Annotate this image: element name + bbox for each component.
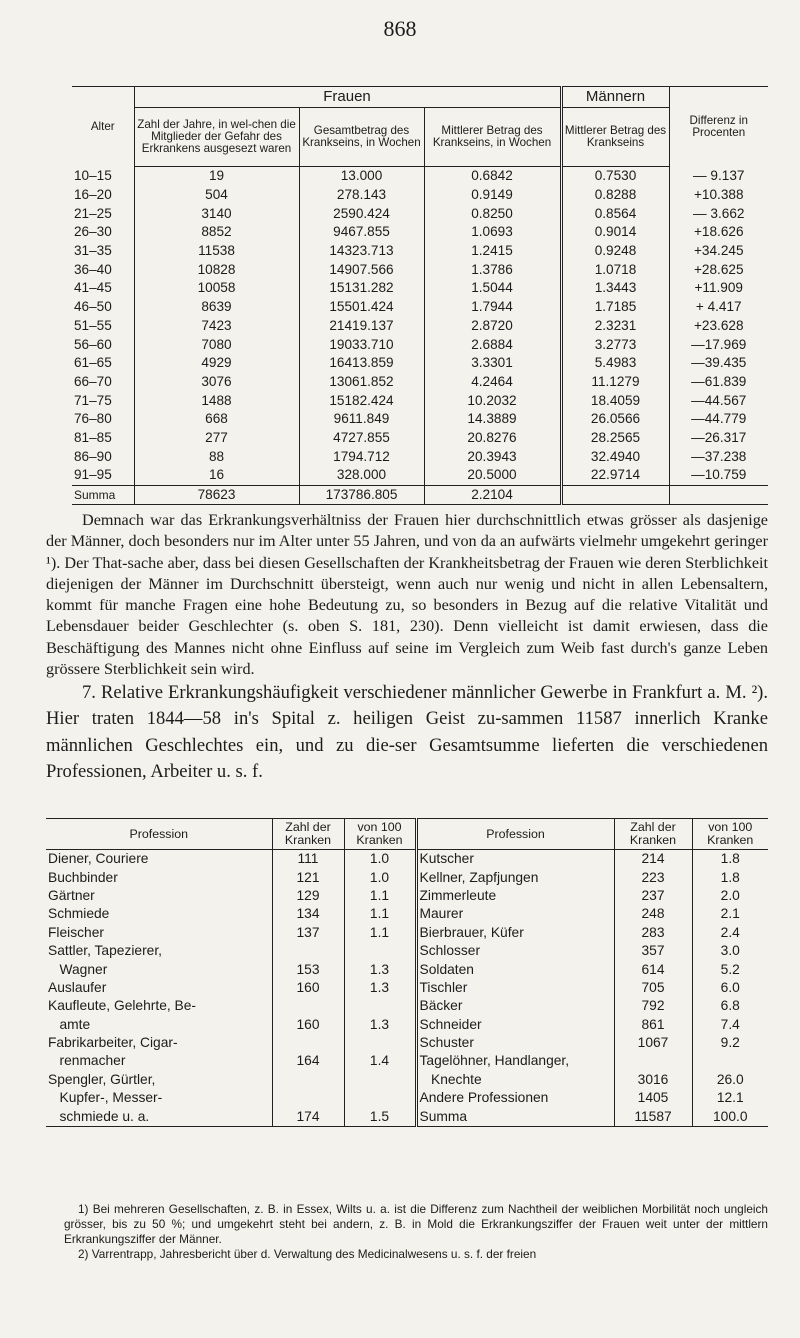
cell-gesamt: 13061.852	[299, 373, 424, 392]
cell-profession: Kupfer-, Messer-	[48, 1090, 163, 1106]
cell-zahl	[272, 1034, 344, 1052]
table-row	[72, 260, 768, 279]
table-row	[46, 960, 768, 978]
table-row	[72, 317, 768, 336]
cell-profession: Sattler, Tapezierer,	[48, 943, 163, 959]
cell-mittel-maenner: 1.7185	[561, 298, 669, 317]
cell-von100: 1.1	[344, 887, 416, 905]
cell-zahl: 4929	[134, 354, 299, 373]
cell-alter: 71–75	[74, 392, 112, 408]
table-row	[46, 1107, 768, 1126]
footnote-1: 1) Bei mehreren Gesellschaften, z. B. in Essex, Wilts u. a. ist die Differenz zum Nachtheil der weiblichen Morbilität noch ungleich grösser, bis zu 50 %; und umgekehrt steht bei andern, z. B. in Mold die Erkrankungsziffer der Frauen weit unter der mittlern Erkrankungsziffer der Männer.	[64, 1202, 768, 1246]
cell-gesamt: 328.000	[299, 466, 424, 485]
cell-mittel-frauen: 10.2032	[424, 391, 561, 410]
cell-profession: Schmiede	[48, 906, 110, 922]
cell-profession: Gärtner	[48, 887, 95, 903]
cell-mittel-frauen: 0.9149	[424, 186, 561, 205]
cell-zahl: 11538	[134, 242, 299, 261]
table-row	[72, 335, 768, 354]
cell-zahl: 357	[614, 942, 692, 960]
table-row	[46, 1052, 768, 1070]
table-row	[72, 279, 768, 298]
cell-profession: Summa	[416, 1107, 614, 1126]
cell-zahl: 1488	[134, 391, 299, 410]
cell-zahl: 19	[134, 167, 299, 186]
header-gesamt: Gesamtbetrag des Krankseins, in Wochen	[299, 108, 424, 167]
cell-zahl: 164	[272, 1052, 344, 1070]
table-row	[72, 447, 768, 466]
cell-zahl: 861	[614, 1016, 692, 1034]
cell-zahl	[272, 942, 344, 960]
cell-profession: Kaufleute, Gelehrte, Be-	[48, 998, 197, 1014]
summa-row	[72, 485, 768, 505]
cell-von100	[344, 1034, 416, 1052]
cell-zahl: 223	[614, 868, 692, 886]
cell-alter: 36–40	[74, 261, 112, 277]
cell-gesamt: 15182.424	[299, 391, 424, 410]
cell-von100: 1.4	[344, 1052, 416, 1070]
cell-zahl: 283	[614, 924, 692, 942]
cell-mittel-maenner: 18.4059	[561, 391, 669, 410]
header-von100-right: von 100 Kranken	[692, 819, 768, 850]
cell-alter: 21–25	[74, 205, 112, 221]
header-mittlerer-maenner: Mittlerer Betrag des Krankseins	[561, 108, 669, 167]
header-mittlerer-frauen: Mittlerer Betrag des Krankseins, in Wochen	[424, 108, 561, 167]
cell-mittel-maenner: 32.4940	[561, 447, 669, 466]
header-profession-right: Profession	[416, 819, 614, 850]
cell-mittel-maenner: 11.1279	[561, 373, 669, 392]
cell-alter: 61–65	[74, 355, 112, 371]
summa-mittel-frauen: 2.2104	[424, 485, 561, 505]
summa-empty	[561, 485, 669, 505]
cell-zahl: 10058	[134, 279, 299, 298]
table-row	[72, 373, 768, 392]
cell-mittel-maenner: 5.4983	[561, 354, 669, 373]
cell-mittel-maenner: 0.9248	[561, 242, 669, 261]
cell-gesamt: 278.143	[299, 186, 424, 205]
table-row	[72, 466, 768, 485]
cell-zahl: 153	[272, 960, 344, 978]
cell-von100: 1.1	[344, 924, 416, 942]
cell-mittel-frauen: 1.0693	[424, 223, 561, 242]
cell-differenz: —26.317	[669, 429, 768, 448]
cell-von100: 26.0	[692, 1071, 768, 1089]
cell-profession: amte	[48, 1016, 91, 1032]
table-row	[46, 905, 768, 923]
cell-zahl: 277	[134, 429, 299, 448]
cell-alter: 81–85	[74, 429, 112, 445]
cell-von100: 100.0	[692, 1107, 768, 1126]
cell-differenz: — 9.137	[669, 167, 768, 186]
cell-zahl	[272, 997, 344, 1015]
header-differenz: Differenz in Procenten	[669, 87, 768, 167]
cell-differenz: —61.839	[669, 373, 768, 392]
cell-profession: Fabrikarbeiter, Cigar-	[48, 1035, 178, 1051]
header-group-frauen: Frauen	[134, 87, 561, 108]
footnotes	[64, 1202, 768, 1262]
cell-mittel-frauen: 3.3301	[424, 354, 561, 373]
cell-zahl: 504	[134, 186, 299, 205]
table-row	[72, 167, 768, 186]
cell-mittel-maenner: 2.3231	[561, 317, 669, 336]
cell-alter: 31–35	[74, 243, 112, 259]
cell-profession: Tischler	[416, 979, 614, 997]
cell-alter: 66–70	[74, 373, 112, 389]
paragraph-demnach: Demnach war das Erkrankungsverhältniss der Frauen hier durchschnittlich etwas grösser als dasjenige der Männer, doch besonders nur im Alter unter 55 Jahren, und von da an aufwärts vielmehr umgekehrt geringer ¹). Der That-sache aber, dass bei diesen Gesellschaften der Krankheitsbetrag der Frauen wie deren Sterblichkeit diejenigen der Männer im Durchschnitt übersteigt, wenn auch nur wenig und nicht in allen Lebensaltern, kommt für manche Fragen eine hohe Bedeutung zu, so besonders in Bezug auf die relative Vitalität und Lebensdauer beider Geschlechter (s. oben S. 181, 230). Denn vielleicht ist damit erwiesen, dass die Beschäftigung des Mannes nicht ohne Einfluss auf seine im Vergleich zum Weib fast durch's ganze Leben grössere Sterblichkeit sein wird.	[46, 511, 768, 679]
paragraph-section-7: 7. Relative Erkrankungshäufigkeit verschiedener männlicher Gewerbe in Frankfurt a. M. ²). Hier traten 1844—58 in's Spital z. heiligen Geist zu-sammen 11587 innerlich Kranke männlichen Geschlechtes ein, und zu die-ser Gesamtsumme lieferten die verschiedenen Professionen, Arbeiter u. s. f.	[46, 682, 768, 782]
cell-alter: 86–90	[74, 448, 112, 464]
cell-zahl: 134	[272, 905, 344, 923]
cell-alter: 91–95	[74, 467, 112, 483]
cell-mittel-maenner: 1.0718	[561, 260, 669, 279]
cell-profession: Knechte	[416, 1071, 614, 1089]
cell-profession: renmacher	[48, 1053, 126, 1069]
cell-mittel-maenner: 3.2773	[561, 335, 669, 354]
cell-mittel-frauen: 1.7944	[424, 298, 561, 317]
cell-profession: Zimmerleute	[416, 887, 614, 905]
cell-von100: 2.0	[692, 887, 768, 905]
cell-zahl: 214	[614, 850, 692, 869]
table-row	[72, 391, 768, 410]
table-row	[72, 186, 768, 205]
cell-alter: 41–45	[74, 280, 112, 296]
cell-von100: 1.8	[692, 868, 768, 886]
cell-zahl: 8852	[134, 223, 299, 242]
cell-differenz: +23.628	[669, 317, 768, 336]
cell-gesamt: 19033.710	[299, 335, 424, 354]
cell-gesamt: 2590.424	[299, 204, 424, 223]
cell-alter: 26–30	[74, 224, 112, 240]
header-zahl-right: Zahl der Kranken	[614, 819, 692, 850]
cell-von100: 3.0	[692, 942, 768, 960]
table-row	[46, 942, 768, 960]
cell-zahl: 88	[134, 447, 299, 466]
cell-zahl: 1405	[614, 1089, 692, 1107]
cell-zahl: 1067	[614, 1034, 692, 1052]
cell-differenz: —39.435	[669, 354, 768, 373]
cell-von100: 1.1	[344, 905, 416, 923]
cell-profession: Maurer	[416, 905, 614, 923]
cell-profession: Schneider	[416, 1016, 614, 1034]
cell-mittel-maenner: 26.0566	[561, 410, 669, 429]
cell-differenz: —37.238	[669, 447, 768, 466]
table-row	[46, 1016, 768, 1034]
cell-mittel-frauen: 1.2415	[424, 242, 561, 261]
cell-mittel-maenner: 1.3443	[561, 279, 669, 298]
cell-von100: 1.5	[344, 1107, 416, 1126]
cell-von100	[344, 1089, 416, 1107]
cell-zahl: 3140	[134, 204, 299, 223]
cell-zahl: 16	[134, 466, 299, 485]
cell-zahl	[272, 1089, 344, 1107]
table-row	[46, 850, 768, 869]
cell-zahl: 129	[272, 887, 344, 905]
cell-gesamt: 4727.855	[299, 429, 424, 448]
cell-gesamt: 21419.137	[299, 317, 424, 336]
header-zahl-left: Zahl der Kranken	[272, 819, 344, 850]
table-row	[46, 924, 768, 942]
cell-zahl: 614	[614, 960, 692, 978]
cell-zahl: 160	[272, 1016, 344, 1034]
profession-table	[46, 818, 768, 1127]
table-row	[46, 1089, 768, 1107]
cell-zahl: 792	[614, 997, 692, 1015]
morbidity-table	[72, 86, 768, 505]
cell-alter: 16–20	[74, 187, 112, 203]
cell-differenz: +10.388	[669, 186, 768, 205]
cell-alter: 46–50	[74, 299, 112, 315]
cell-von100: 1.3	[344, 1016, 416, 1034]
cell-differenz: +18.626	[669, 223, 768, 242]
table-row	[72, 410, 768, 429]
cell-mittel-maenner: 0.9014	[561, 223, 669, 242]
cell-zahl	[614, 1052, 692, 1070]
cell-profession: Schuster	[416, 1034, 614, 1052]
cell-profession: Spengler, Gürtler,	[48, 1071, 156, 1087]
cell-von100: 2.1	[692, 905, 768, 923]
cell-von100: 9.2	[692, 1034, 768, 1052]
cell-gesamt: 15501.424	[299, 298, 424, 317]
cell-profession: Bierbrauer, Küfer	[416, 924, 614, 942]
cell-von100: 6.0	[692, 979, 768, 997]
cell-von100: 2.4	[692, 924, 768, 942]
cell-mittel-maenner: 22.9714	[561, 466, 669, 485]
cell-zahl: 8639	[134, 298, 299, 317]
cell-zahl: 121	[272, 868, 344, 886]
cell-mittel-frauen: 0.6842	[424, 167, 561, 186]
cell-mittel-frauen: 4.2464	[424, 373, 561, 392]
cell-mittel-frauen: 2.6884	[424, 335, 561, 354]
cell-mittel-maenner: 0.8288	[561, 186, 669, 205]
header-von100-left: von 100 Kranken	[344, 819, 416, 850]
cell-gesamt: 13.000	[299, 167, 424, 186]
table-row	[46, 1034, 768, 1052]
cell-differenz: —44.779	[669, 410, 768, 429]
cell-von100	[344, 942, 416, 960]
cell-zahl: 3016	[614, 1071, 692, 1089]
cell-gesamt: 14907.566	[299, 260, 424, 279]
cell-von100: 7.4	[692, 1016, 768, 1034]
cell-differenz: —44.567	[669, 391, 768, 410]
cell-profession: Diener, Couriere	[48, 851, 149, 867]
cell-profession: schmiede u. a.	[46, 1107, 272, 1126]
cell-profession: Andere Professionen	[416, 1089, 614, 1107]
cell-von100	[344, 997, 416, 1015]
cell-zahl: 137	[272, 924, 344, 942]
cell-differenz: —17.969	[669, 335, 768, 354]
page-number: 868	[383, 16, 417, 41]
cell-alter: 56–60	[74, 336, 112, 352]
table-row	[46, 997, 768, 1015]
table-row	[72, 223, 768, 242]
cell-mittel-frauen: 2.8720	[424, 317, 561, 336]
header-zahl: Zahl der Jahre, in wel-chen die Mitglieder der Gefahr des Erkrankens ausgesezt waren	[134, 108, 299, 167]
cell-mittel-maenner: 28.2565	[561, 429, 669, 448]
cell-von100: 12.1	[692, 1089, 768, 1107]
cell-mittel-frauen: 20.5000	[424, 466, 561, 485]
summa-empty	[669, 485, 768, 505]
cell-profession: Buchbinder	[48, 869, 118, 885]
cell-zahl	[272, 1071, 344, 1089]
cell-zahl: 237	[614, 887, 692, 905]
table-row	[46, 979, 768, 997]
cell-differenz: —10.759	[669, 466, 768, 485]
cell-zahl: 7423	[134, 317, 299, 336]
cell-profession: Fleischer	[48, 924, 104, 940]
cell-differenz: +11.909	[669, 279, 768, 298]
cell-gesamt: 14323.713	[299, 242, 424, 261]
cell-zahl: 11587	[614, 1107, 692, 1126]
cell-gesamt: 9611.849	[299, 410, 424, 429]
cell-profession: Kellner, Zapfjungen	[416, 868, 614, 886]
cell-mittel-maenner: 0.8564	[561, 204, 669, 223]
cell-profession: Auslaufer	[48, 979, 107, 995]
table-row	[72, 354, 768, 373]
cell-zahl: 160	[272, 979, 344, 997]
cell-profession: Tagelöhner, Handlanger,	[416, 1052, 614, 1070]
table-row	[72, 242, 768, 261]
table-row	[46, 868, 768, 886]
cell-mittel-maenner: 0.7530	[561, 167, 669, 186]
table-row	[46, 1071, 768, 1089]
table-row	[72, 429, 768, 448]
cell-zahl: 7080	[134, 335, 299, 354]
cell-zahl: 3076	[134, 373, 299, 392]
cell-zahl: 174	[272, 1107, 344, 1126]
header-group-maenner: Männern	[561, 87, 669, 108]
cell-zahl: 705	[614, 979, 692, 997]
cell-alter: 76–80	[74, 411, 112, 427]
cell-mittel-frauen: 14.3889	[424, 410, 561, 429]
cell-differenz: +28.625	[669, 260, 768, 279]
header-profession-left: Profession	[46, 819, 272, 850]
cell-zahl: 10828	[134, 260, 299, 279]
cell-zahl: 248	[614, 905, 692, 923]
table-row	[46, 887, 768, 905]
cell-gesamt: 15131.282	[299, 279, 424, 298]
table-row	[72, 298, 768, 317]
cell-von100: 1.3	[344, 979, 416, 997]
cell-profession: Bäcker	[416, 997, 614, 1015]
cell-mittel-frauen: 20.3943	[424, 447, 561, 466]
cell-differenz: + 4.417	[669, 298, 768, 317]
header-alter: Alter	[72, 87, 134, 167]
cell-profession: Schlosser	[416, 942, 614, 960]
cell-gesamt: 9467.855	[299, 223, 424, 242]
cell-gesamt: 16413.859	[299, 354, 424, 373]
cell-alter: 51–55	[74, 317, 112, 333]
table-row	[72, 204, 768, 223]
cell-von100: 1.8	[692, 850, 768, 869]
cell-profession: Wagner	[48, 961, 108, 977]
cell-alter: 10–15	[74, 168, 112, 184]
summa-zahl: 78623	[134, 485, 299, 505]
cell-mittel-frauen: 1.3786	[424, 260, 561, 279]
cell-von100: 1.3	[344, 960, 416, 978]
cell-von100: 1.0	[344, 850, 416, 869]
cell-von100	[692, 1052, 768, 1070]
cell-profession: Soldaten	[416, 960, 614, 978]
cell-mittel-frauen: 1.5044	[424, 279, 561, 298]
cell-differenz: — 3.662	[669, 204, 768, 223]
cell-zahl: 111	[272, 850, 344, 869]
cell-mittel-frauen: 20.8276	[424, 429, 561, 448]
cell-zahl: 668	[134, 410, 299, 429]
summa-gesamt: 173786.805	[299, 485, 424, 505]
cell-profession: Kutscher	[416, 850, 614, 869]
cell-gesamt: 1794.712	[299, 447, 424, 466]
cell-von100: 5.2	[692, 960, 768, 978]
cell-mittel-frauen: 0.8250	[424, 204, 561, 223]
footnote-2: 2) Varrentrapp, Jahresbericht über d. Verwaltung des Medicinalwesens u. s. f. der freien	[78, 1247, 537, 1261]
summa-label: Summa	[72, 485, 134, 505]
cell-von100: 6.8	[692, 997, 768, 1015]
cell-differenz: +34.245	[669, 242, 768, 261]
cell-von100	[344, 1071, 416, 1089]
cell-von100: 1.0	[344, 868, 416, 886]
